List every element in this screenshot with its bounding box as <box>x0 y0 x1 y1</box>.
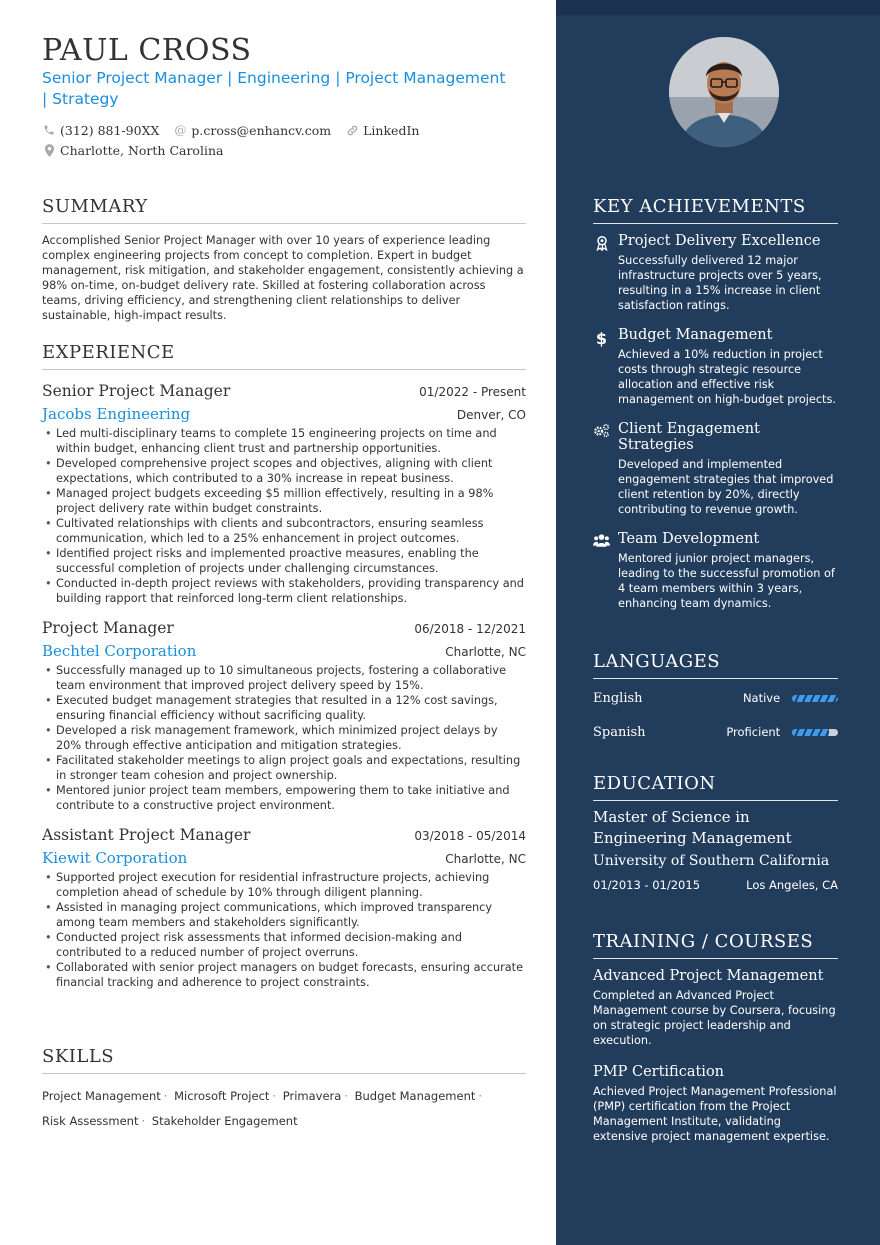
course-title: PMP Certification <box>593 1064 725 1080</box>
skill-item: Risk Assessment <box>42 1114 139 1128</box>
job-company: Jacobs Engineering <box>42 405 191 423</box>
bullet-item: • Collaborated with senior project managers on budget forecasts, ensuring accurate financial tracking and adherence to project constraints. <box>42 960 526 990</box>
course-item <box>593 968 838 1048</box>
bullet-item: • Successfully managed up to 10 simultaneous projects, fostering a collaborative team environment that improved project delivery speed by 15%. <box>42 663 526 693</box>
achievement-item <box>593 421 838 517</box>
job-bullets <box>42 870 526 990</box>
skill-item: Project Management <box>42 1089 161 1103</box>
bullet-item: • Conducted in-depth project reviews with stakeholders, providing transparency and building rapport that reinforced long-term client relationships. <box>42 576 526 606</box>
experience-title: EXPERIENCE <box>42 342 526 370</box>
skills-section <box>42 1046 526 1134</box>
achievement-desc: Developed and implemented engagement strategies that improved client retention by 20%, directly contributing to revenue growth. <box>618 458 834 516</box>
candidate-name: PAUL CROSS <box>42 33 252 68</box>
skill-item: Stakeholder Engagement <box>151 1114 298 1128</box>
job-entry <box>42 382 526 606</box>
phone-contact <box>42 123 159 138</box>
education-degree: Master of Science in Engineering Management <box>593 808 792 847</box>
language-bar-fill <box>792 695 838 702</box>
email-contact[interactable] <box>173 123 331 138</box>
location-pin-icon <box>42 143 56 157</box>
at-icon: @ <box>174 123 187 137</box>
course-desc: Achieved Project Management Professional (PMP) certification from the Project Management Institute, validating extensive project management expertise. <box>593 1085 837 1143</box>
achievement-title: Client Engagement Strategies <box>618 421 760 453</box>
education-location: Los Angeles, CA <box>746 878 838 892</box>
bullet-item: • Assisted in managing project communications, which improved transparency among team members and stakeholders significantly. <box>42 900 526 930</box>
gears-icon <box>593 421 610 517</box>
language-item <box>593 681 838 715</box>
job-title: Senior Project Manager <box>42 382 231 400</box>
bullet-item: • Cultivated relationships with clients and subcontractors, ensuring seamless communication, which led to a 25% enhancement in project outcomes. <box>42 516 526 546</box>
sidebar-top-band <box>556 0 880 15</box>
achievement-desc: Achieved a 10% reduction in project costs through strategic resource allocation and effective risk management on high-budget projects. <box>618 348 836 406</box>
linkedin-contact[interactable] <box>345 123 419 138</box>
bullet-item: • Facilitated stakeholder meetings to align project goals and expectations, resulting in stronger team cohesion and project ownership. <box>42 753 526 783</box>
language-level: Proficient <box>726 725 781 739</box>
phone-icon <box>42 123 56 137</box>
language-bar <box>792 729 838 736</box>
course-title: Advanced Project Management <box>593 968 824 984</box>
achievement-desc: Successfully delivered 12 major infrastructure projects over 5 years, resulting in a 15% increase in client satisfaction ratings. <box>618 254 822 312</box>
headline: Senior Project Manager | Engineering | Project Management | Strategy <box>42 69 506 108</box>
email-text[interactable]: p.cross@enhancv.com <box>191 122 332 138</box>
phone-text: (312) 881-90XX <box>60 122 160 138</box>
achievement-item <box>593 327 838 407</box>
job-dates: 06/2018 - 12/2021 <box>414 622 526 636</box>
language-name: Spanish <box>593 724 646 740</box>
job-title: Project Manager <box>42 619 174 637</box>
achievement-item <box>593 531 838 611</box>
skill-item: Primavera <box>282 1089 342 1103</box>
achievement-title: Budget Management <box>618 327 773 343</box>
summary-section <box>42 196 526 323</box>
bullet-item: • Developed a risk management framework, which minimized project delays by 20% through effective anticipation and mitigation strategies. <box>42 723 526 753</box>
languages-section <box>593 651 838 749</box>
training-section <box>593 931 838 1144</box>
language-bar-fill <box>792 729 829 736</box>
award-icon <box>593 233 610 313</box>
language-bar <box>792 695 838 702</box>
bullet-item: • Developed comprehensive project scopes and objectives, aligning with client expectations, which contributed to a 30% increase in repeat business. <box>42 456 526 486</box>
job-entry <box>42 619 526 813</box>
bullet-item: • Managed project budgets exceeding $5 million effectively, resulting in a 98% project delivery rate within budget constraints. <box>42 486 526 516</box>
bullet-item: • Conducted project risk assessments that informed decision-making and contributed to a reduced number of project overruns. <box>42 930 526 960</box>
achievement-item <box>593 233 838 313</box>
skills-title: SKILLS <box>42 1046 526 1074</box>
job-company: Kiewit Corporation <box>42 849 188 867</box>
language-name: English <box>593 690 643 706</box>
achievement-desc: Mentored junior project managers, leading to the successful promotion of 4 team members within 3 years, enhancing team dynamics. <box>618 552 835 610</box>
course-desc: Completed an Advanced Project Management course by Coursera, focusing on strategic project leadership and execution. <box>593 989 836 1047</box>
job-location: Charlotte, NC <box>445 852 526 866</box>
job-bullets <box>42 663 526 813</box>
summary-text: Accomplished Senior Project Manager with over 10 years of experience leading complex engineering projects from concept to completion. Expert in budget management, risk mitigation, and stakeholder engagement, consistently achieving a 98% on-time, on-budget delivery rate. Skilled at fostering collaboration across teams, driving efficiency, and strengthening client relationships to deliver sustainable, high-impact results. <box>42 234 524 322</box>
education-dates: 01/2013 - 01/2015 <box>593 878 701 892</box>
job-location: Charlotte, NC <box>445 645 526 659</box>
bullet-item: • Supported project execution for residential infrastructure projects, achieving completion ahead of schedule by 10% through diligent planning. <box>42 870 526 900</box>
education-school: University of Southern California <box>593 853 830 869</box>
achievements-section <box>593 196 838 611</box>
bullet-item: • Mentored junior project team members, empowering them to take initiative and contribute to a constructive project environment. <box>42 783 526 813</box>
link-icon <box>345 123 359 137</box>
job-bullets <box>42 426 526 606</box>
bullet-item: • Identified project risks and implemented proactive measures, enabling the successful completion of projects under challenging circumstances. <box>42 546 526 576</box>
job-location: Denver, CO <box>456 408 526 422</box>
language-level: Native <box>742 691 781 705</box>
job-company: Bechtel Corporation <box>42 642 197 660</box>
skill-item: Budget Management <box>354 1089 476 1103</box>
bullet-item: • Executed budget management strategies that resulted in a 12% cost savings, ensuring financial efficiency without sacrificing quality. <box>42 693 526 723</box>
job-dates: 01/2022 - Present <box>419 385 526 399</box>
job-title: Assistant Project Manager <box>42 826 251 844</box>
skills-list: Project Management · Microsoft Project · Primavera · Budget Management · Risk Assessment · Stakeholder Engagement <box>42 1089 483 1128</box>
skill-item: Microsoft Project <box>174 1089 270 1103</box>
job-dates: 03/2018 - 05/2014 <box>414 829 526 843</box>
summary-title: SUMMARY <box>42 196 526 224</box>
languages-title: LANGUAGES <box>593 651 838 679</box>
location-text: Charlotte, North Carolina <box>60 142 224 158</box>
location-contact <box>42 143 223 158</box>
achievement-title: Project Delivery Excellence <box>618 233 821 249</box>
users-icon <box>593 531 610 611</box>
dollar-icon: $ <box>595 329 608 348</box>
education-title: EDUCATION <box>593 773 838 801</box>
contact-info <box>42 120 522 160</box>
experience-section <box>42 342 526 1003</box>
achievements-title: KEY ACHIEVEMENTS <box>593 196 838 224</box>
education-section <box>593 773 838 892</box>
language-item <box>593 715 838 749</box>
profile-photo <box>669 37 779 147</box>
bullet-item: • Led multi-disciplinary teams to complete 15 engineering projects on time and within budget, enhancing client trust and partnership opportunities. <box>42 426 526 456</box>
achievement-title: Team Development <box>618 531 760 547</box>
training-title: TRAINING / COURSES <box>593 931 838 959</box>
course-item <box>593 1064 838 1144</box>
job-entry <box>42 826 526 990</box>
linkedin-text[interactable]: LinkedIn <box>363 122 420 138</box>
sidebar <box>556 0 880 1245</box>
